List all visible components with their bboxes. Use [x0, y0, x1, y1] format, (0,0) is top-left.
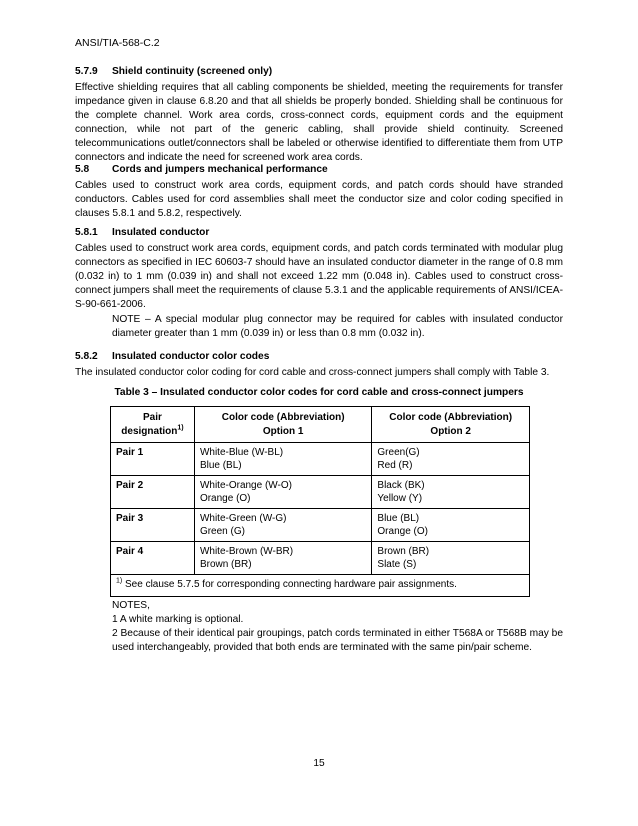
option-1-cell: [194, 542, 371, 575]
cell-line: Yellow (Y): [377, 493, 423, 504]
header-text: designation: [121, 426, 178, 437]
header-option-2: [372, 407, 530, 443]
table-caption: Table 3 – Insulated conductor color codes for cord cable and cross-connect jumpers: [114, 387, 524, 398]
note-item: 2 Because of their identical pair groupings, patch cords terminated in either T568A or T568B may be used interchangeably, provided that both ends are terminated with the same pin/pair scheme.: [112, 628, 563, 654]
pair-label: Pair 3: [111, 509, 195, 542]
section-title: Insulated conductor color codes: [112, 351, 270, 362]
header-line: Option 2: [430, 426, 471, 437]
note-text: NOTE – A special modular plug connector may be required for cables with insulated conductor diameter greater than 1 mm (0.039 in) or less than 0.8 mm (0.032 in).: [112, 314, 563, 340]
section-5-8-1: [75, 227, 563, 312]
option-1-cell: [194, 509, 371, 542]
cell-line: Orange (O): [199, 493, 251, 504]
header-line: Color code (Abbreviation): [389, 412, 513, 423]
cell-line: Blue (BL): [377, 513, 420, 524]
section-body: The insulated conductor color coding for cord cable and cross-connect jumpers shall comply with Table 3.: [75, 367, 550, 378]
section-note: [112, 313, 563, 341]
pair-label: Pair 4: [111, 542, 195, 575]
cell-line: Green(G): [377, 447, 420, 458]
option-1-cell: [194, 476, 371, 509]
section-number: 5.8: [75, 164, 90, 175]
section-body: Cables used to construct work area cords, equipment cords, and patch cords terminated with modular plug connectors as specified in IEC 60603-7 should have an insulated conductor diameter in the range of 0.8 mm (0.032 in) to 1 mm (0.039 in) and shall not exceed 1.22 mm (0.048 in). Cables used to construct cross-connect jumpers shall meet the requirements of clause 5.3.1 and the applicable requirements of ANSI/ICEA-S-90-661-2006.: [75, 243, 563, 311]
section-heading: [75, 164, 563, 175]
cell-line: Green (G): [199, 526, 245, 537]
header-line: Option 1: [262, 426, 304, 437]
footnote-text: See clause 5.7.5 for corresponding connecting hardware pair assignments.: [122, 579, 457, 590]
cell-line: White-Orange (W-O): [199, 480, 292, 491]
section-heading: [75, 227, 563, 238]
cell-line: Brown (BR): [377, 546, 430, 557]
section-5-8: [75, 164, 563, 221]
notes-block: [112, 599, 563, 655]
header-pair-designation: [111, 407, 195, 443]
cell-line: Red (R): [377, 460, 413, 471]
notes-title: NOTES,: [112, 600, 150, 611]
document-id-header: ANSI/TIA-568-C.2: [75, 37, 160, 49]
table-row: [111, 542, 530, 575]
option-2-cell: [372, 509, 530, 542]
cell-line: Blue (BL): [199, 460, 242, 471]
header-line: Color code (Abbreviation): [221, 412, 345, 423]
cell-line: Brown (BR): [199, 559, 252, 570]
section-number: 5.7.9: [75, 66, 98, 77]
section-heading: [75, 351, 563, 362]
section-5-7-9: [75, 66, 563, 166]
cell-line: White-Brown (W-BR): [199, 546, 294, 557]
pair-label: Pair 2: [111, 476, 195, 509]
section-heading: [75, 66, 563, 77]
section-5-8-2: [75, 351, 563, 380]
section-title: Insulated conductor: [112, 227, 210, 238]
option-1-cell: [194, 443, 371, 476]
section-title: Shield continuity (screened only): [112, 66, 273, 77]
table-footnote: [111, 575, 530, 597]
option-2-cell: [372, 476, 530, 509]
cell-line: Orange (O): [377, 526, 428, 537]
table-row: [111, 509, 530, 542]
note-item: 1 A white marking is optional.: [112, 614, 244, 626]
header-option-1: [194, 407, 371, 443]
table-row: [111, 476, 530, 509]
cell-line: Black (BK): [377, 480, 425, 491]
option-2-cell: [372, 542, 530, 575]
cell-line: White-Green (W-G): [199, 513, 287, 524]
pair-label: Pair 1: [111, 443, 195, 476]
cell-line: Slate (S): [377, 559, 417, 570]
color-code-table: [110, 406, 530, 597]
section-body: Cables used to construct work area cords, equipment cords, and patch cords should have stranded conductors. Cables used for cord assemblies shall meet the conductor size and color coding specified in clauses 5.8.1 and 5.8.2, respectively.: [75, 180, 563, 220]
table-footnote-row: [111, 575, 530, 597]
section-body: Effective shielding requires that all cabling components be shielded, meeting the requirements for transfer impedance given in clause 6.8.20 and that all shields be properly bonded. Shielding shall be continuous for the complete channel. Work area cords, cross-connect cords, equipment cords and the equipment connection, while not part of the generic cabling, shall provide shield continuity. Screened telecommunications outlet/connectors shall be labeled or otherwise identified to differentiate them from UTP connectors and indicate the need for screened work area cords.: [75, 82, 563, 164]
section-title: Cords and jumpers mechanical performance: [112, 164, 328, 175]
section-number: 5.8.1: [75, 227, 98, 238]
section-number: 5.8.2: [75, 351, 98, 362]
cell-line: White-Blue (W-BL): [199, 447, 284, 458]
page-number: 15: [313, 758, 325, 769]
table-header-row: [111, 407, 530, 443]
footnote-marker: 1): [116, 577, 123, 585]
option-2-cell: [372, 443, 530, 476]
header-line: Pair: [143, 412, 162, 423]
header-line: [116, 425, 189, 439]
table-row: [111, 443, 530, 476]
footnote-marker: 1): [177, 424, 184, 432]
